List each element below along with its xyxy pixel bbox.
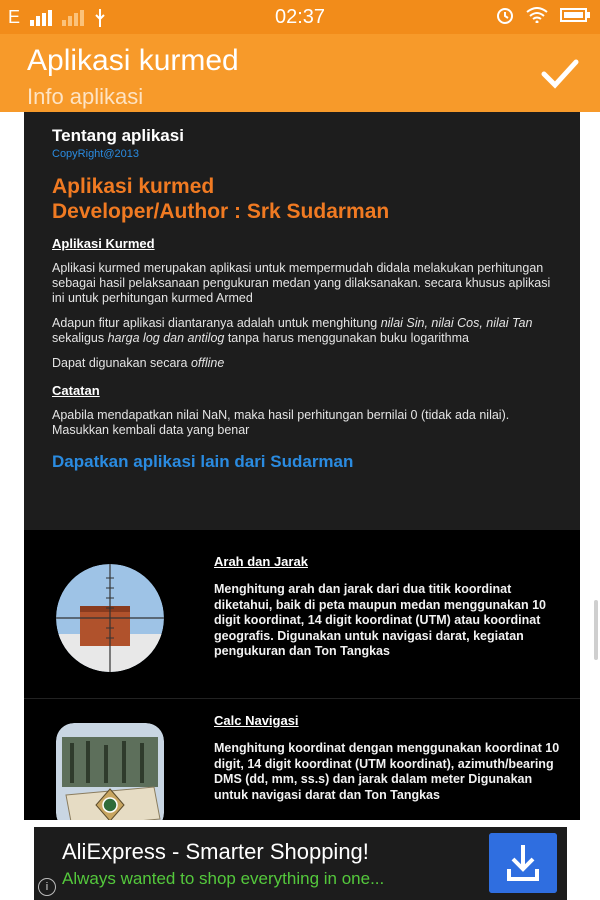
download-icon[interactable]	[489, 833, 557, 893]
alarm-icon	[496, 6, 514, 24]
more-apps-link[interactable]: Dapatkan aplikasi lain dari Sudarman	[52, 452, 354, 471]
app-line: Aplikasi kurmed	[52, 175, 215, 198]
text-span: Dapat digunakan secara	[52, 356, 191, 370]
app-title: Aplikasi kurmed	[27, 44, 239, 77]
offline-paragraph	[52, 356, 556, 371]
text-span: sekaligus	[52, 331, 108, 345]
app-item-name: Arah dan Jarak	[214, 554, 308, 569]
italic-span: offline	[190, 356, 225, 370]
about-heading: Tentang aplikasi	[52, 126, 184, 145]
section-title-aplikasi: Aplikasi Kurmed	[52, 236, 155, 251]
clock: 02:37	[274, 6, 326, 28]
check-icon[interactable]	[538, 52, 582, 96]
text-span: Adapun fitur aplikasi diantaranya adalah untuk menghitung	[52, 316, 381, 330]
status-bar	[0, 0, 600, 34]
ad-info-icon[interactable]: i	[38, 878, 56, 896]
app-item-name: Calc Navigasi	[214, 713, 299, 728]
content-panel[interactable]	[24, 112, 580, 820]
ad-subtitle: Always wanted to shop everything in one...	[62, 869, 385, 888]
app-item-description: Menghitung koordinat dengan menggunakan koordinat 10 digit, 14 digit koordinat (UTM koordinat), azimuth/bearing DMS (dd, mm, ss.s) dan jarak dalam meter Digunakan untuk navigasi darat dan Ton Tangkas	[214, 741, 560, 802]
app-name-line	[52, 174, 556, 224]
carrier-label: E	[8, 7, 21, 27]
italic-span: nilai Sin, nilai Cos, nilai Tan	[380, 316, 533, 330]
text-span: tanpa harus menggunakan buku logarithma	[224, 331, 469, 345]
battery-icon	[560, 7, 590, 23]
status-right	[496, 6, 590, 24]
arah-jarak-thumbnail	[56, 564, 164, 672]
about-card	[24, 112, 580, 530]
italic-span: harga log dan antilog	[107, 331, 225, 345]
copyright-label: CopyRight@2013	[52, 148, 139, 160]
features-paragraph	[52, 316, 556, 346]
description-paragraph: Aplikasi kurmed merupakan aplikasi untuk mempermudah didala melakukan perhitungan sebagai hasil pelaksanaan pengukuran medan yang dilaksanakan. secara khusus aplikasi ini untuk perhitungan kurmed Armed	[52, 261, 551, 305]
section-title-catatan: Catatan	[52, 383, 100, 398]
list-item[interactable]	[24, 699, 580, 820]
app-item-description: Menghitung arah dan jarak dari dua titik koordinat diketahui, baik di peta maupun medan menggunakan 10 digit koordinat, 14 digit koordinat (UTM) atau koordinat geografis. Digunakan untuk navigasi darat, kegiatan pengukuran dan Ton Tangkas	[214, 582, 547, 658]
list-item[interactable]	[24, 540, 580, 699]
author-line: Developer/Author : Srk Sudarman	[52, 200, 390, 223]
note-paragraph: Apabila mendapatkan nilai NaN, maka hasil perhitungan bernilai 0 (tidak ada nilai). Masukkan kembali data yang benar	[52, 408, 510, 437]
scrollbar[interactable]	[594, 600, 598, 660]
ad-title: AliExpress - Smarter Shopping!	[62, 839, 369, 864]
calc-navigasi-thumbnail	[56, 723, 164, 820]
app-subtitle: Info aplikasi	[27, 84, 144, 109]
ad-banner[interactable]	[34, 827, 567, 900]
wifi-icon	[526, 7, 548, 23]
app-bar	[0, 34, 600, 112]
